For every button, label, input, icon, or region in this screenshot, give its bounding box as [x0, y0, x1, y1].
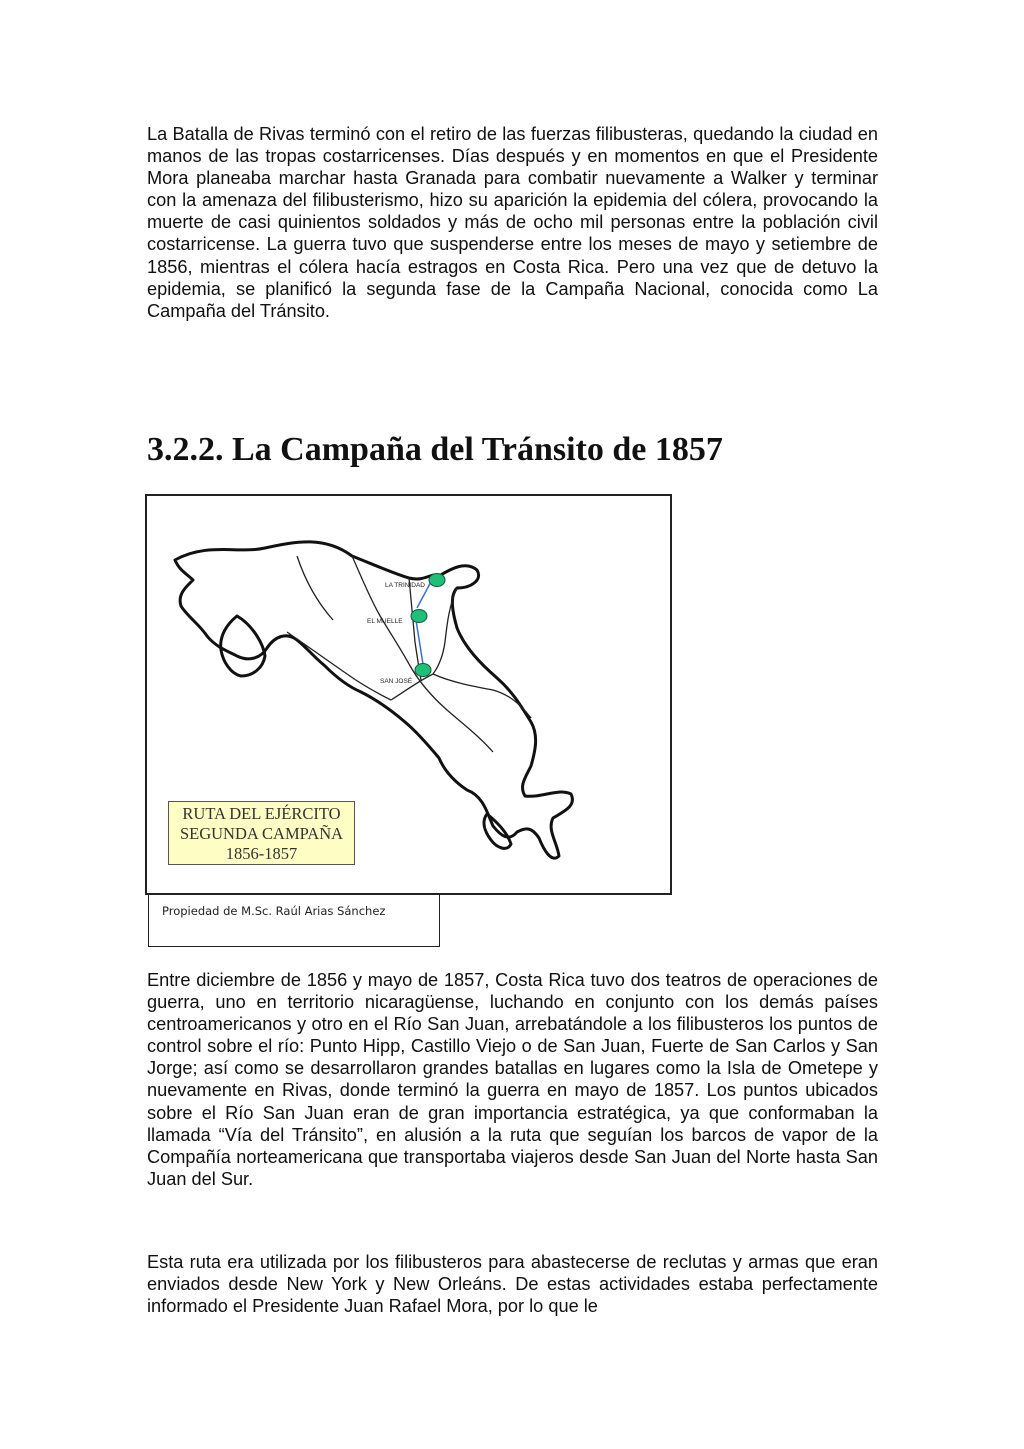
- intro-paragraph: La Batalla de Rivas terminó con el retiro de las fuerzas filibusteras, quedando la ciudad en manos de las tropas costarricenses. Días después y en momentos en que el Presidente Mora planeaba marchar hasta Granada para combatir nuevamente a Walker y terminar con la amenaza del filibusterismo, hizo su aparición la epidemia del cólera, provocando la muerte de casi quinientos soldados y más de ocho mil personas entre la población civil costarricense. La guerra tuvo que suspenderse entre los meses de mayo y setiembre de 1856, mientras el cólera hacía estragos en Costa Rica. Pero una vez que de detuvo la epidemia, se planificó la segunda fase de la Campaña Nacional, conocida como La Campaña del Tránsito.: [147, 124, 878, 321]
- legend-line: SEGUNDA CAMPAÑA: [179, 824, 344, 843]
- nicoya-peninsula: [221, 616, 265, 676]
- el-muelle-label: EL MUELLE: [367, 618, 403, 625]
- san-jose-marker: [415, 664, 431, 677]
- el-muelle-marker: [411, 610, 427, 623]
- route-map-figure: [145, 494, 672, 895]
- map-legend: [168, 801, 355, 865]
- legend-line: 1856-1857: [225, 844, 298, 863]
- san-jose-label: SAN JOSÉ: [380, 678, 413, 685]
- section-heading: 3.2.2. La Campaña del Tránsito de 1857: [147, 431, 723, 468]
- body-paragraph: Esta ruta era utilizada por los filibusteros para abastecerse de reclutas y armas que eran enviados desde New York y New Orleáns. De estas actividades estaba perfectamente informado el Presidente Juan Rafael Mora, por lo que le: [147, 1252, 878, 1317]
- image-credit: Propiedad de M.Sc. Raúl Arias Sánchez: [148, 895, 440, 947]
- la-trinidad-marker: [429, 574, 445, 587]
- la-trinidad-label: LA TRINIDAD: [385, 582, 425, 589]
- legend-line: RUTA DEL EJÉRCITO: [182, 804, 341, 823]
- body-paragraph: Entre diciembre de 1856 y mayo de 1857, Costa Rica tuvo dos teatros de operaciones de guerra, uno en territorio nicaragüense, luchando en conjunto con los demás países centroamericanos y otro en el Río San Juan, arrebatándole a los filibusteros los puntos de control sobre el río: Punto Hipp, Castillo Viejo o de San Juan, Fuerte de San Carlos y San Jorge; así como se desarrollaron grandes batallas en lugares como la Isla de Ometepe y nuevamente en Rivas, donde terminó la guerra en mayo de 1857. Los puntos ubicados sobre el Río San Juan eran de gran importancia estratégica, ya que conformaban la llamada “Vía del Tránsito”, en alusión a la ruta que seguían los barcos de vapor de la Compañía norteamericana que transportaba viajeros desde San Juan del Norte hasta San Juan del Sur.: [147, 970, 878, 1189]
